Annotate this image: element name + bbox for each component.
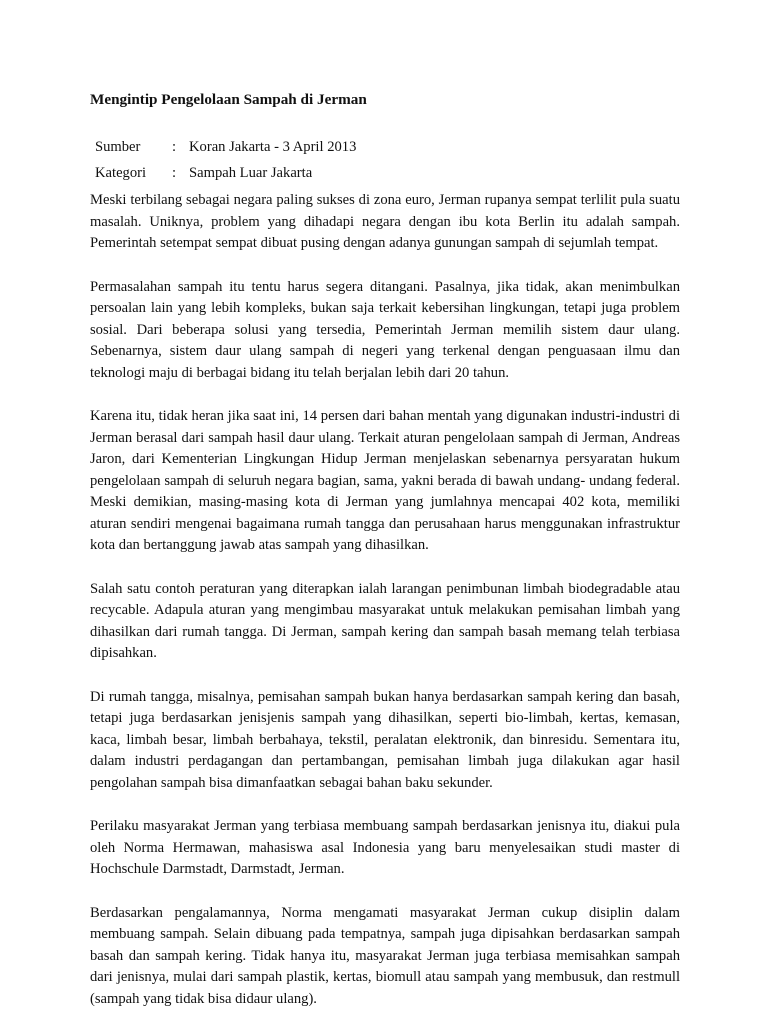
document-page	[90, 90, 680, 1032]
paragraph: Berdasarkan pengalamannya, Norma mengamati masyarakat Jerman cukup disiplin dalam membuang sampah. Selain dibuang pada tempatnya, sampah juga dipisahkan berdasarkan sampah basah dan sampah kering. Tidak hanya itu, masyarakat Jerman juga terbiasa memisahkan sampah dari jenisnya, mulai dari sampah plastik, kertas, biomull atau sampah yang membusuk, dan restmull (sampah yang tidak bisa didaur ulang).	[90, 904, 680, 1007]
meta-row-category	[90, 160, 680, 186]
document-title: Mengintip Pengelolaan Sampah di Jerman	[90, 91, 367, 108]
meta-colon: :	[172, 165, 177, 181]
meta-label: Sumber	[95, 139, 141, 155]
paragraph: Karena itu, tidak heran jika saat ini, 14 persen dari bahan mentah yang digunakan industri-industri di Jerman berasal dari sampah hasil daur ulang. Terkait aturan pengelolaan sampah di Jerman, Andreas Jaron, dari Kementerian Lingkungan Hidup Jerman menjelaskan sebenarnya persyaratan hukum pengelolaan sampah di seluruh negara bagian, sama, yakni berada di bawah undang- undang federal. Meski demikian, masing-masing kota di Jerman yang jumlahnya mencapai 402 kota, memiliki aturan sendiri mengenai bagaimana rumah tangga dan perusahaan harus menggunakan infrastruktur kota dan bertanggung jawab atas sampah yang dihasilkan.	[90, 408, 680, 553]
paragraph: Di rumah tangga, misalnya, pemisahan sampah bukan hanya berdasarkan sampah kering dan basah, tetapi juga berdasarkan jenisjenis sampah yang dihasilkan, seperti bio-limbah, kertas, kemasan, kaca, limbah besar, limbah berbahaya, tekstil, peralatan elektronik, dan binresidu. Sementara itu, dalam industri perdagangan dan pertambangan, pemisahan limbah juga dilakukan agar hasil pengolahan sampah bisa dimanfaatkan sebagai bahan baku sekunder.	[90, 688, 680, 791]
meta-label: Kategori	[95, 165, 147, 181]
paragraph: Meski terbilang sebagai negara paling sukses di zona euro, Jerman rupanya sempat terlilit pula suatu masalah. Uniknya, problem yang dihadapi negara dengan ibu kota Berlin itu adalah sampah. Pemerintah setempat sempat dibuat pusing dengan adanya gunungan sampah di sejumlah tempat.	[90, 192, 680, 251]
meta-value: Sampah Luar Jakarta	[189, 165, 313, 181]
paragraph: Salah satu contoh peraturan yang diterapkan ialah larangan penimbunan limbah biodegradable atau recycable. Adapula aturan yang mengimbau masyarakat untuk melakukan pemisahan limbah yang dihasilkan dari rumah tangga. Di Jerman, sampah kering dan sampah basah memang telah terbiasa dipisahkan.	[90, 580, 680, 661]
meta-colon: :	[172, 139, 177, 155]
meta-value: Koran Jakarta - 3 April 2013	[189, 139, 357, 155]
paragraph: Perilaku masyarakat Jerman yang terbiasa membuang sampah berdasarkan jenisnya itu, diakui pula oleh Norma Hermawan, mahasiswa asal Indonesia yang baru menyelesaikan studi master di Hochschule Darmstadt, Darmstadt, Jerman.	[90, 818, 680, 877]
document-meta	[90, 134, 680, 186]
document-body	[90, 190, 680, 1010]
meta-row-source	[90, 134, 680, 160]
paragraph: Permasalahan sampah itu tentu harus segera ditangani. Pasalnya, jika tidak, akan menimbulkan persoalan lain yang lebih kompleks, bukan saja terkait kebersihan lingkungan, tetapi juga problem sosial. Dari beberapa solusi yang tersedia, Pemerintah Jerman memilih sistem daur ulang. Sebenarnya, sistem daur ulang sampah di negeri yang terkenal dengan penguasaan ilmu dan teknologi maju di berbagai bidang itu telah berjalan lebih dari 20 tahun.	[90, 278, 680, 381]
